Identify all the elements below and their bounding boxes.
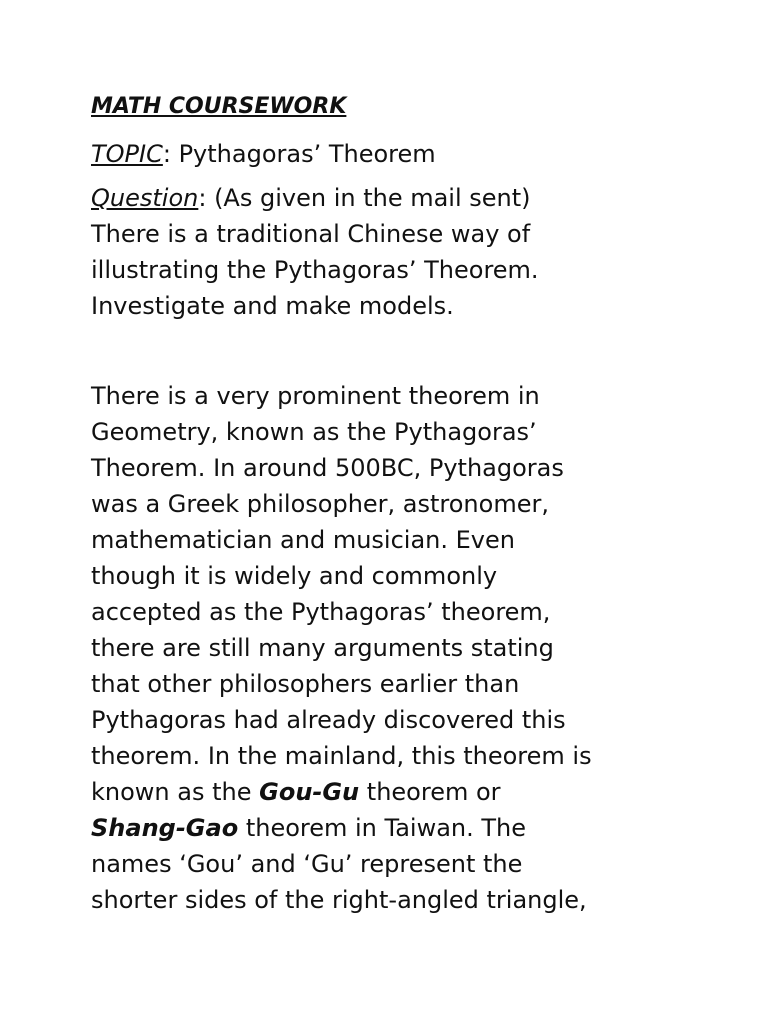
gougu-prefix: known as the [91,778,260,806]
body-paragraph [91,378,731,918]
question-line: There is a traditional Chinese way of [91,220,531,248]
body-line: Theorem. In around 500BC, Pythagoras [91,454,564,482]
body-line: was a Greek philosopher, astronomer, [91,490,549,518]
body-line: there are still many arguments stating [91,634,554,662]
body-line: theorem. In the mainland, this theorem is [91,742,592,770]
body-line: though it is widely and commonly [91,562,498,590]
body-line: mathematician and musician. Even [91,526,515,554]
shanggao-suffix: theorem in Taiwan. The [238,814,527,842]
question-text: (As given in the mail sent) [214,184,531,212]
document-page [91,92,731,918]
body-line: There is a very prominent theorem in [91,382,540,410]
topic-separator: : [162,140,179,168]
body-line: shorter sides of the right-angled triangle, [91,886,587,914]
body-line: that other philosophers earlier than [91,670,520,698]
question-line [91,180,731,216]
gougu-term: Gou-Gu [259,778,360,806]
topic-line [91,136,731,172]
body-line: accepted as the Pythagoras’ theorem, [91,598,551,626]
question-separator: : [198,184,215,212]
question-label: Question [91,184,199,212]
question-block [91,180,731,324]
body-line: names ‘Gou’ and ‘Gu’ represent the [91,850,523,878]
paragraph-gap [91,324,731,378]
body-line-shanggao [91,810,731,846]
document-heading: MATH COURSEWORK [91,94,347,119]
body-line: Geometry, known as the Pythagoras’ [91,418,537,446]
question-line: illustrating the Pythagoras’ Theorem. [91,256,539,284]
body-line: Pythagoras had already discovered this [91,706,566,734]
topic-label: TOPIC [91,140,163,168]
shanggao-term: Shang-Gao [91,814,239,842]
gougu-suffix: theorem or [359,778,501,806]
question-line: Investigate and make models. [91,292,454,320]
topic-value: Pythagoras’ Theorem [178,140,436,168]
body-line-gougu [91,774,731,810]
